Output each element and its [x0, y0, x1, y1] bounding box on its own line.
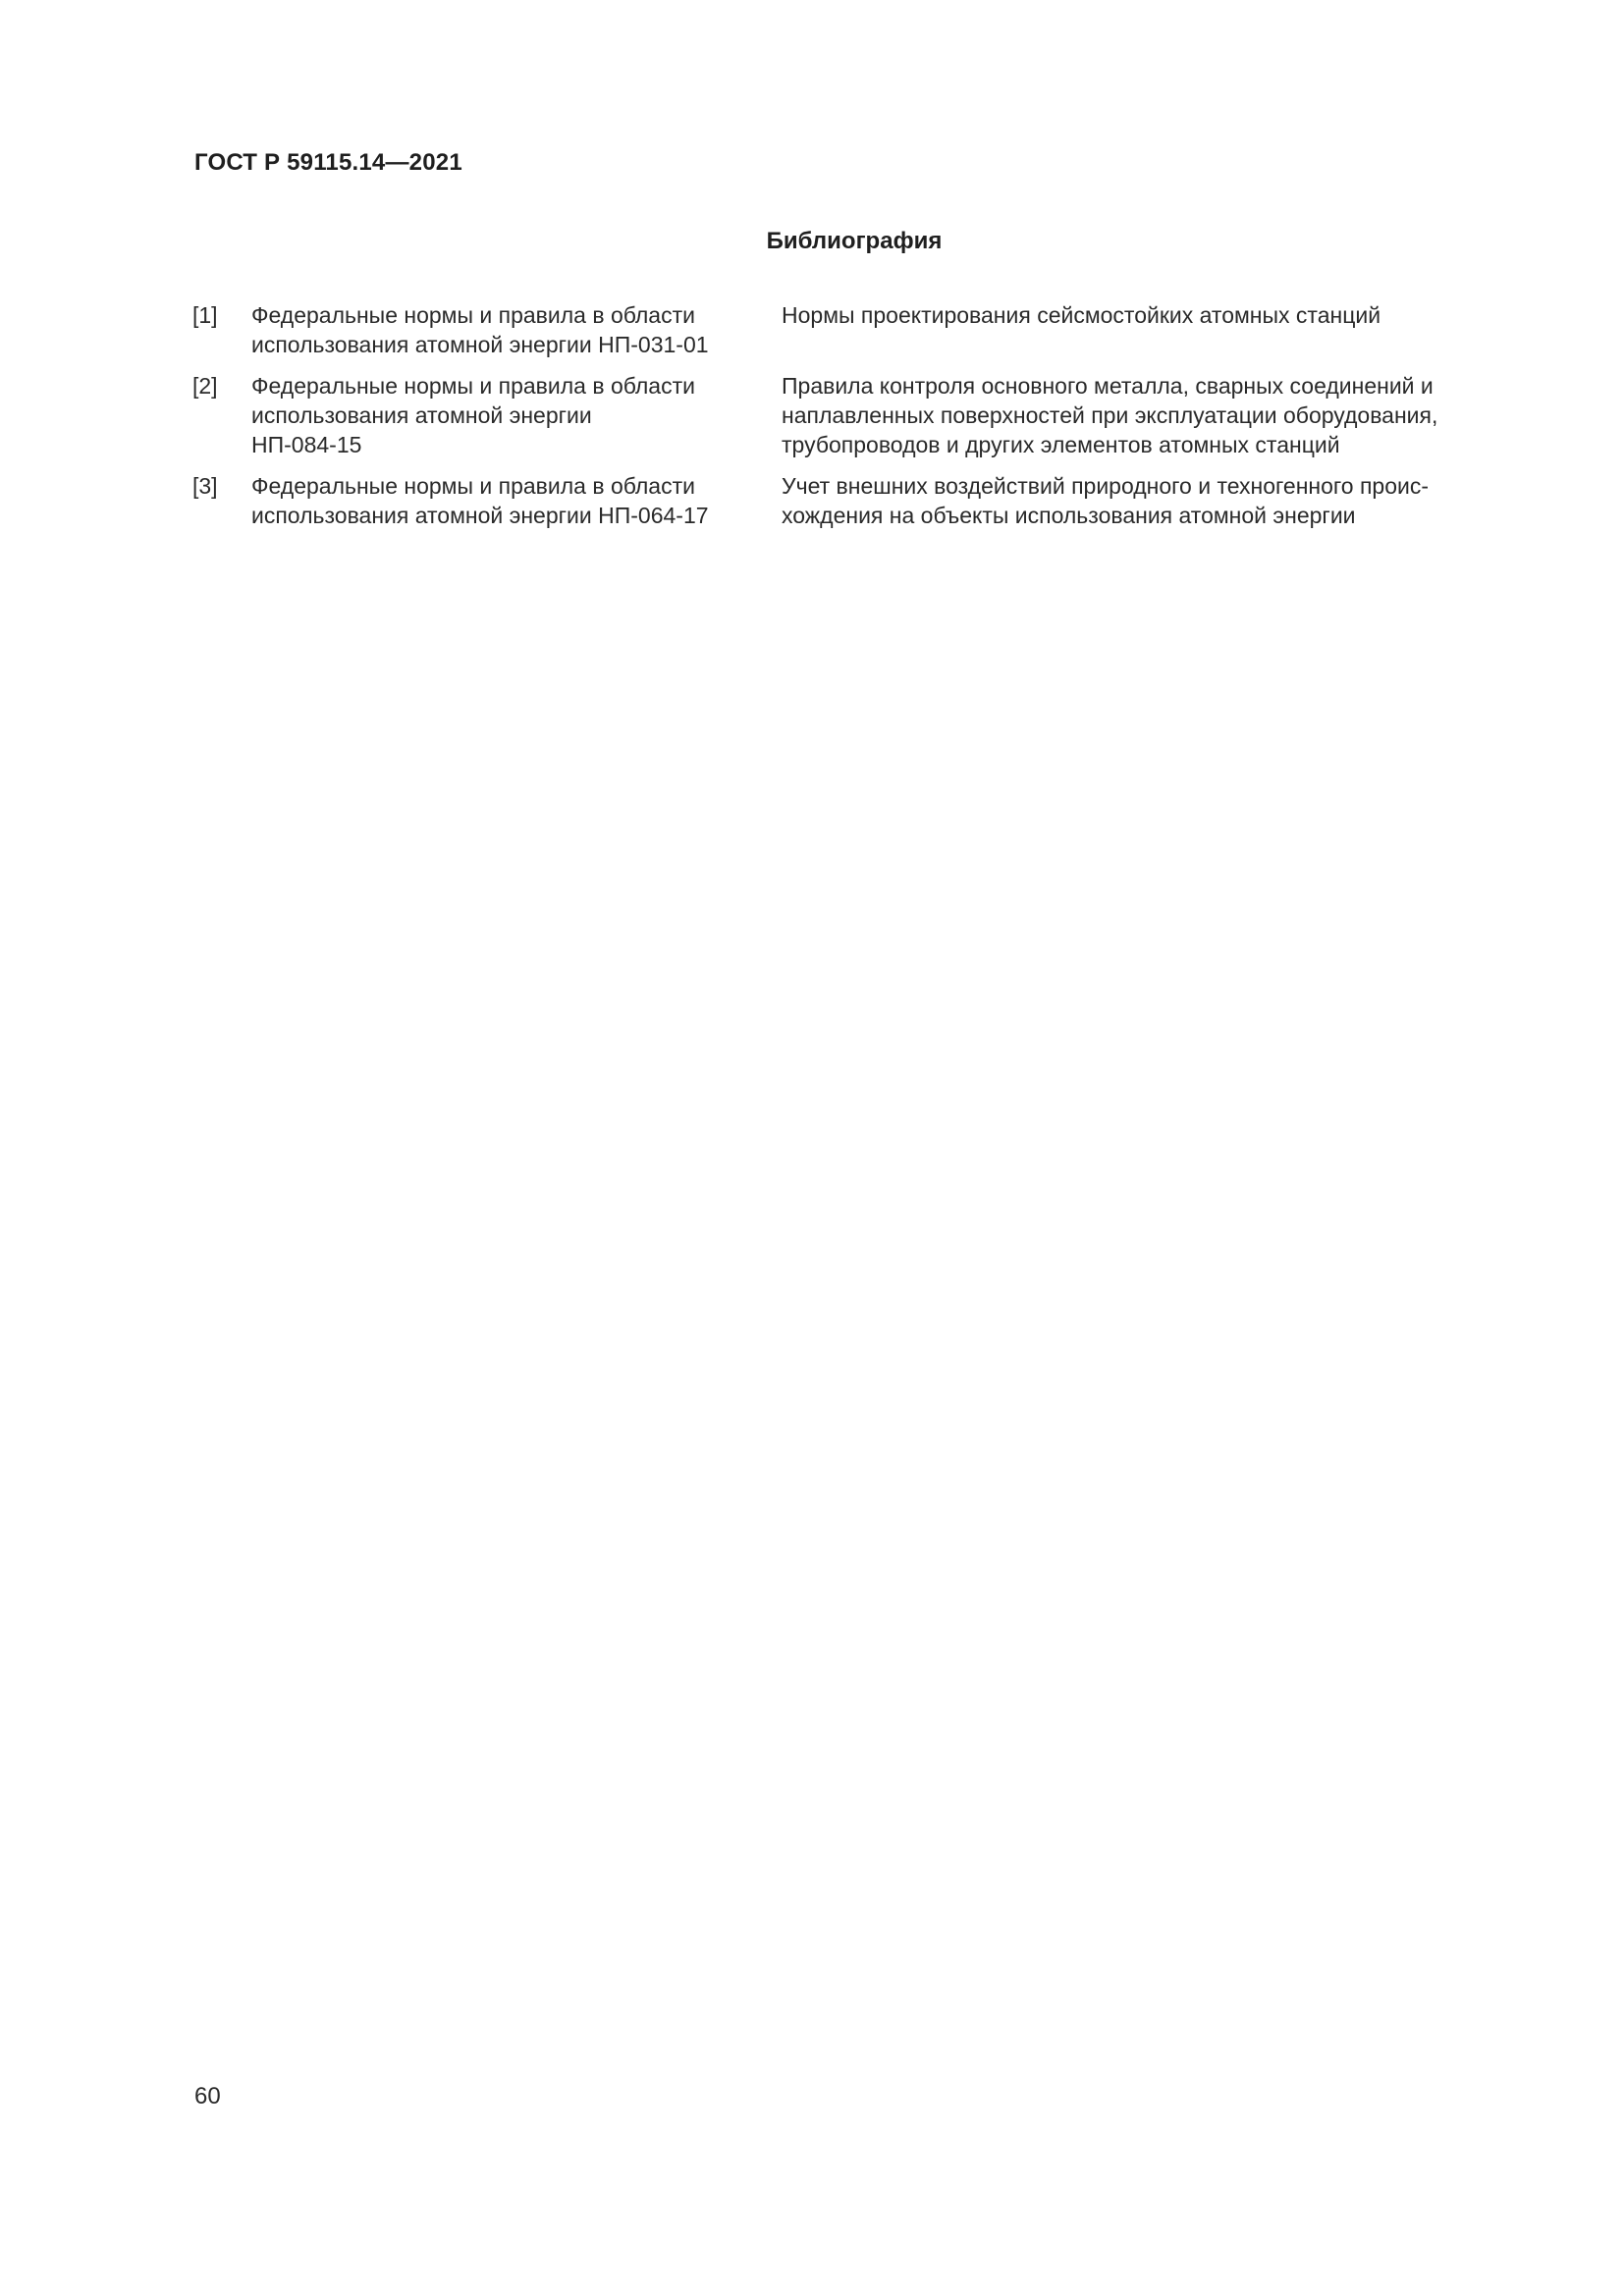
entry-number: [1] — [192, 302, 218, 328]
entry-source-line: использования атомной энергии НП-064-17 — [251, 503, 709, 528]
bibliography-list — [192, 300, 1518, 542]
bibliography-entry — [192, 471, 1518, 530]
entry-description — [782, 371, 1518, 459]
entry-number: [2] — [192, 373, 218, 399]
entry-source-line: использования атомной энергии НП-031-01 — [251, 332, 709, 357]
entry-source-line: Федеральные нормы и правила в области — [251, 473, 695, 499]
entry-description-line: Нормы проектирования сейсмостойких атомных станций — [782, 302, 1381, 328]
entry-source-line: НП-084-15 — [251, 432, 362, 457]
entry-source-line: использования атомной энергии — [251, 402, 592, 428]
entry-source-line: Федеральные нормы и правила в области — [251, 373, 695, 399]
entry-description-line: Правила контроля основного металла, сварных соединений и — [782, 373, 1434, 399]
section-title: Библиография — [766, 228, 943, 254]
entry-description-line: Учет внешних воздействий природного и техногенного проис- — [782, 473, 1430, 499]
entry-description-line: хождения на объекты использования атомной энергии — [782, 503, 1356, 528]
page-number: 60 — [194, 2083, 221, 2109]
entry-source — [251, 300, 782, 359]
entry-description-line: трубопроводов и других элементов атомных станций — [782, 432, 1340, 457]
entry-description — [782, 300, 1518, 330]
bibliography-entry — [192, 371, 1518, 459]
bibliography-entry — [192, 300, 1518, 359]
entry-number: [3] — [192, 473, 218, 499]
entry-source-line: Федеральные нормы и правила в области — [251, 302, 695, 328]
entry-source — [251, 371, 782, 459]
entry-description — [782, 471, 1518, 530]
entry-description-line: наплавленных поверхностей при эксплуатации оборудования, — [782, 402, 1438, 428]
document-code: ГОСТ Р 59115.14—2021 — [194, 149, 462, 176]
entry-source — [251, 471, 782, 530]
